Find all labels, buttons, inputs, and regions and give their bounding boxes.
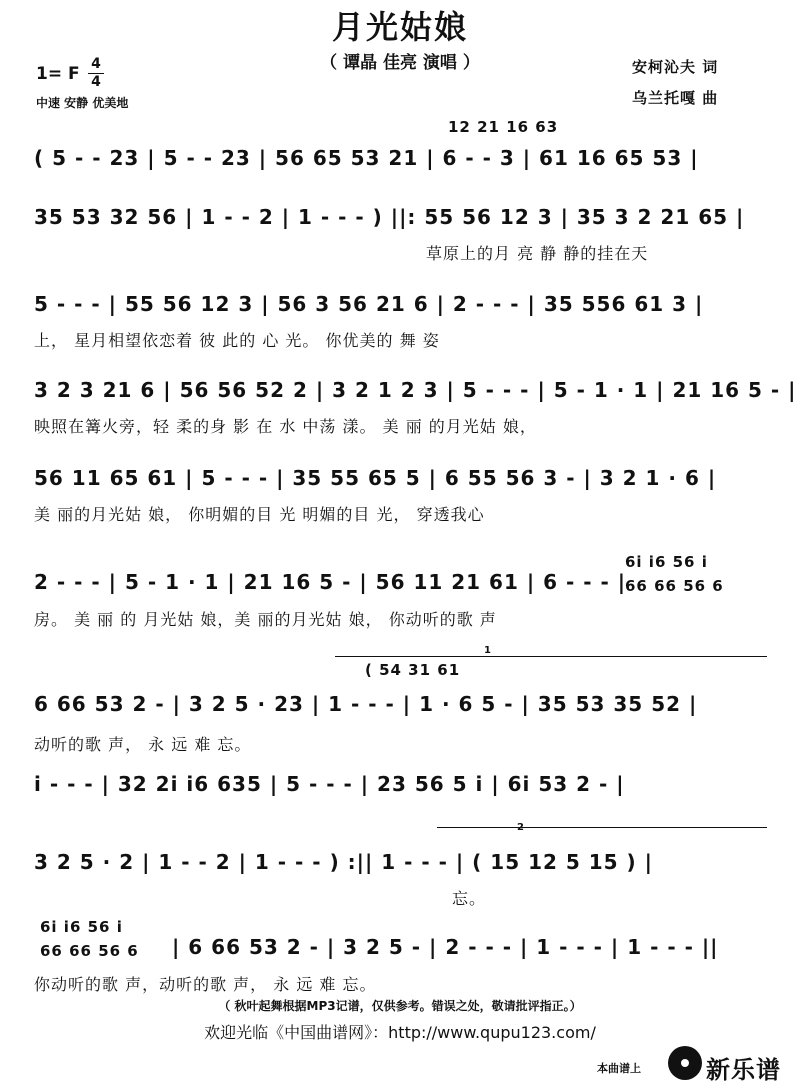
- time-signature-bottom: 4: [91, 74, 101, 90]
- volta-bracket-1: [335, 656, 767, 657]
- notation-row-6: 2 - - - | 5 - 1 · 1 | 21 16 5 - | 56 11 21 61 | 6 - - - |: [34, 570, 627, 594]
- key-signature: 1= F: [36, 64, 80, 84]
- website-link[interactable]: 欢迎光临《中国曲谱网》：http://www.qupu123.com/: [204, 1023, 596, 1042]
- grace-notes-row-7: ( 54 31 61: [365, 661, 461, 679]
- notation-row-5: 56 11 65 61 | 5 - - - | 35 55 65 5 | 6 55 56 3 - | 3 2 1 · 6 |: [34, 466, 717, 490]
- volta-number-2: 2: [517, 822, 524, 833]
- transcription-note: （ 秋叶起舞根据MP3记谱，仅供参考。错误之处，敬请批评指正。）: [218, 999, 582, 1013]
- singers-credit: （ 谭晶 佳亮 演唱 ）: [320, 53, 480, 73]
- chord-top-row-6: 6i i6 56 i: [625, 553, 708, 571]
- source-label: 本曲谱上: [597, 1062, 641, 1075]
- notation-row-10: | 6 66 53 2 - | 3 2 5 - | 2 - - - | 1 - - - | 1 - - - ||: [172, 935, 719, 959]
- lyrics-row-5: 美 丽的月光姑 娘， 你明媚的目 光 明媚的目 光， 穿透我心: [34, 505, 485, 524]
- lyrics-row-3: 上， 星月相望依恋着 彼 此的 心 光。 你优美的 舞 姿: [34, 331, 440, 350]
- notation-row-8: i - - - | 32 2i i6 635 | 5 - - - | 23 56 5 i | 6i 53 2 - |: [34, 772, 625, 796]
- notation-row-7: 6 66 53 2 - | 3 2 5 · 23 | 1 - - - | 1 · 6 5 - | 35 53 35 52 |: [34, 692, 698, 716]
- volta-bracket-2: [437, 827, 767, 828]
- lyrics-row-6: 房。 美 丽 的 月光姑 娘，美 丽的月光姑 娘， 你动听的歌 声: [34, 610, 497, 629]
- grace-notes-row-1: 12 21 16 63: [448, 118, 559, 136]
- lyricist-credit: 安柯沁夫 词: [632, 58, 719, 76]
- notation-row-9: 3 2 5 · 2 | 1 - - 2 | 1 - - - ) :|| 1 - - - | ( 15 12 5 15 ) |: [34, 850, 653, 874]
- time-signature: [88, 57, 104, 90]
- volta-number-1: 1: [484, 645, 491, 656]
- notation-row-2: 35 53 32 56 | 1 - - 2 | 1 - - - ) ||: 55 56 12 3 | 35 3 2 21 65 |: [34, 205, 745, 229]
- lyrics-row-9: 忘。: [452, 889, 487, 908]
- lyrics-row-2: 草原上的月 亮 静 静的挂在天: [426, 244, 649, 263]
- site-logo[interactable]: 新乐谱: [706, 1056, 781, 1084]
- chord-bottom-row-6: 66 66 56 6: [625, 577, 724, 595]
- lyrics-row-7: 动听的歌 声， 永 远 难 忘。: [34, 735, 252, 754]
- chord-top-row-10: 6i i6 56 i: [40, 918, 123, 936]
- tempo-marking: 中速 安静 优美地: [36, 96, 129, 110]
- composer-credit: 乌兰托嘎 曲: [632, 89, 719, 107]
- time-signature-top: 4: [91, 56, 101, 72]
- lyrics-row-10: 你动听的歌 声，动听的歌 声， 永 远 难 忘。: [34, 975, 377, 994]
- record-disc-icon: [668, 1046, 702, 1080]
- lyrics-row-4: 映照在篝火旁，轻 柔的身 影 在 水 中荡 漾。 美 丽 的月光姑 娘，: [34, 417, 537, 436]
- song-title: 月光姑娘: [331, 8, 468, 46]
- chord-bottom-row-10: 66 66 56 6: [40, 942, 139, 960]
- notation-row-4: 3 2 3 21 6 | 56 56 52 2 | 3 2 1 2 3 | 5 - - - | 5 - 1 · 1 | 21 16 5 - |: [34, 378, 797, 402]
- notation-row-1: ( 5 - - 23 | 5 - - 23 | 56 65 53 21 | 6 - - 3 | 61 16 65 53 |: [34, 146, 699, 170]
- notation-row-3: 5 - - - | 55 56 12 3 | 56 3 56 21 6 | 2 - - - | 35 556 61 3 |: [34, 292, 704, 316]
